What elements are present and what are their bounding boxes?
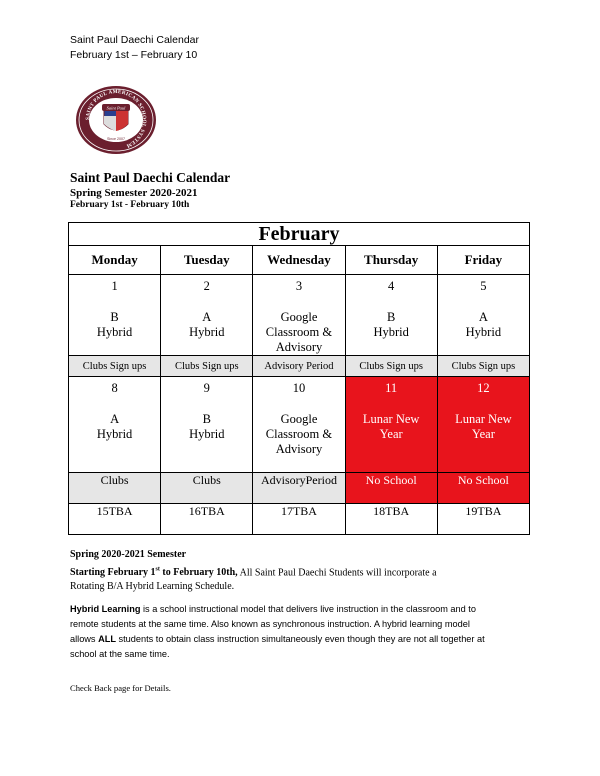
doc-subtitle: Spring Semester 2020-2021	[70, 187, 198, 199]
hybrid-line: allows	[70, 634, 99, 644]
schedule-text: Hybrid	[96, 325, 133, 339]
hybrid-term: Hybrid Learning	[70, 604, 141, 614]
activity-strip	[161, 473, 253, 504]
schedule-text: A	[202, 310, 212, 324]
day-header: Wednesday	[253, 246, 345, 275]
strip-text: Clubs	[192, 473, 221, 487]
rotating-schedule-text: Rotating B/A Hybrid Learning Schedule.	[70, 581, 235, 593]
starting-rest: All Saint Paul Daechi Students will incorporate a	[237, 567, 437, 579]
date-number: 18	[373, 504, 386, 518]
day-header: Tuesday	[161, 246, 253, 275]
schedule-text: Classroom &	[265, 325, 333, 339]
strip-text: Period	[305, 473, 337, 487]
day-cell	[161, 275, 253, 356]
holiday-cell	[345, 377, 437, 473]
semester-heading: Spring 2020-2021 Semester	[70, 549, 187, 560]
day-header: Monday	[69, 246, 161, 275]
logo-inner-text: Saint Paul	[106, 105, 126, 111]
day-cell	[253, 275, 345, 356]
activity-strip	[437, 473, 529, 504]
back-page-note: Check Back page for Details.	[70, 683, 171, 693]
holiday-text: Year	[471, 427, 495, 441]
activity-strip	[69, 473, 161, 504]
schedule-text: Hybrid	[189, 325, 225, 339]
date-number: 16	[188, 504, 201, 518]
hybrid-line: school at the same time.	[70, 649, 170, 659]
activity-strip: Clubs Sign ups	[437, 356, 529, 377]
date-number: 10	[292, 381, 306, 395]
strip-text: No School	[457, 473, 509, 487]
day-header: Friday	[437, 246, 529, 275]
day-cell	[437, 275, 529, 356]
activity-strip: Clubs Sign ups	[69, 356, 161, 377]
starting-bold: Starting February 1	[70, 567, 156, 579]
schedule-text: Hybrid	[96, 427, 133, 441]
holiday-text: Lunar New	[455, 412, 512, 426]
day-cell	[253, 377, 345, 473]
schedule-text: A	[110, 412, 120, 426]
day-cell	[69, 504, 161, 535]
schedule-text: TBA	[292, 504, 317, 518]
date-number: 17	[280, 504, 293, 518]
activity-strip: Clubs Sign ups	[161, 356, 253, 377]
schedule-text: A	[478, 310, 488, 324]
strip-text: Clubs	[100, 473, 129, 487]
day-header: Thursday	[345, 246, 437, 275]
activity-strip	[253, 473, 345, 504]
header-title: Saint Paul Daechi Calendar	[70, 34, 199, 46]
schedule-text: Google	[280, 412, 318, 426]
schedule-text: TBA	[385, 504, 410, 518]
school-logo	[72, 84, 160, 156]
schedule-text: TBA	[108, 504, 133, 518]
calendar-table	[68, 222, 530, 535]
date-number: 8	[111, 381, 118, 395]
holiday-text: Lunar New	[362, 412, 420, 426]
schedule-text: TBA	[477, 504, 502, 518]
holiday-text: Year	[379, 427, 403, 441]
logo-ring-text: SAINT PAUL AMERICAN SCHOOL SYSTEM	[84, 88, 148, 149]
activity-strip: Advisory Period	[253, 356, 345, 377]
date-number: 12	[477, 381, 490, 395]
day-cell	[253, 504, 345, 535]
schedule-text: Classroom &	[265, 427, 333, 441]
day-cell	[345, 275, 437, 356]
hybrid-line: students to obtain class instruction simultaneously even though they are not all together at	[115, 634, 485, 644]
schedule-text: Google	[280, 310, 318, 324]
activity-strip: Clubs Sign ups	[345, 356, 437, 377]
day-cell	[161, 504, 253, 535]
strip-text: No School	[365, 473, 417, 487]
date-number: 5	[480, 279, 487, 293]
page-header	[70, 33, 199, 63]
strip-text: Advisory	[260, 473, 306, 487]
day-cell	[345, 504, 437, 535]
month-title: February	[69, 223, 530, 246]
hybrid-paragraph	[70, 602, 540, 662]
hybrid-line: remote students at the same time. Also known as synchronous instruction. A hybrid learning model	[70, 619, 470, 629]
activity-strip	[345, 473, 437, 504]
date-number: 11	[385, 381, 398, 395]
to-bold: to February 10th,	[159, 567, 238, 579]
schedule-text: B	[386, 310, 396, 324]
date-number: 19	[465, 504, 478, 518]
date-number: 1	[111, 279, 118, 293]
doc-date-range: February 1st - February 10th	[70, 200, 190, 210]
day-cell	[69, 377, 161, 473]
day-cell	[161, 377, 253, 473]
day-cell	[437, 504, 529, 535]
schedule-text: Advisory	[275, 340, 323, 354]
date-number: 2	[203, 279, 210, 293]
schedule-text: Hybrid	[373, 325, 409, 339]
day-cell	[69, 275, 161, 356]
schedule-text: TBA	[200, 504, 225, 518]
doc-title: Saint Paul Daechi Calendar	[70, 170, 231, 185]
starting-paragraph	[70, 563, 540, 594]
ordinal-suffix: st	[155, 567, 160, 573]
hybrid-line: is a school instructional model that delivers live instruction in the classroom and to	[140, 604, 476, 614]
schedule-text: Hybrid	[465, 325, 502, 339]
header-date-range: February 1st – February 10	[70, 49, 198, 61]
schedule-text: B	[110, 310, 119, 324]
date-number: 4	[388, 279, 395, 293]
date-number: 9	[203, 381, 210, 395]
schedule-text: Hybrid	[189, 427, 225, 441]
hybrid-all: ALL	[98, 634, 116, 644]
schedule-text: B	[202, 412, 211, 426]
date-number: 15	[96, 504, 109, 518]
logo-since-text: Since 2007	[107, 137, 125, 141]
schedule-text: Advisory	[275, 442, 323, 456]
date-number: 3	[295, 279, 303, 293]
holiday-cell	[437, 377, 529, 473]
